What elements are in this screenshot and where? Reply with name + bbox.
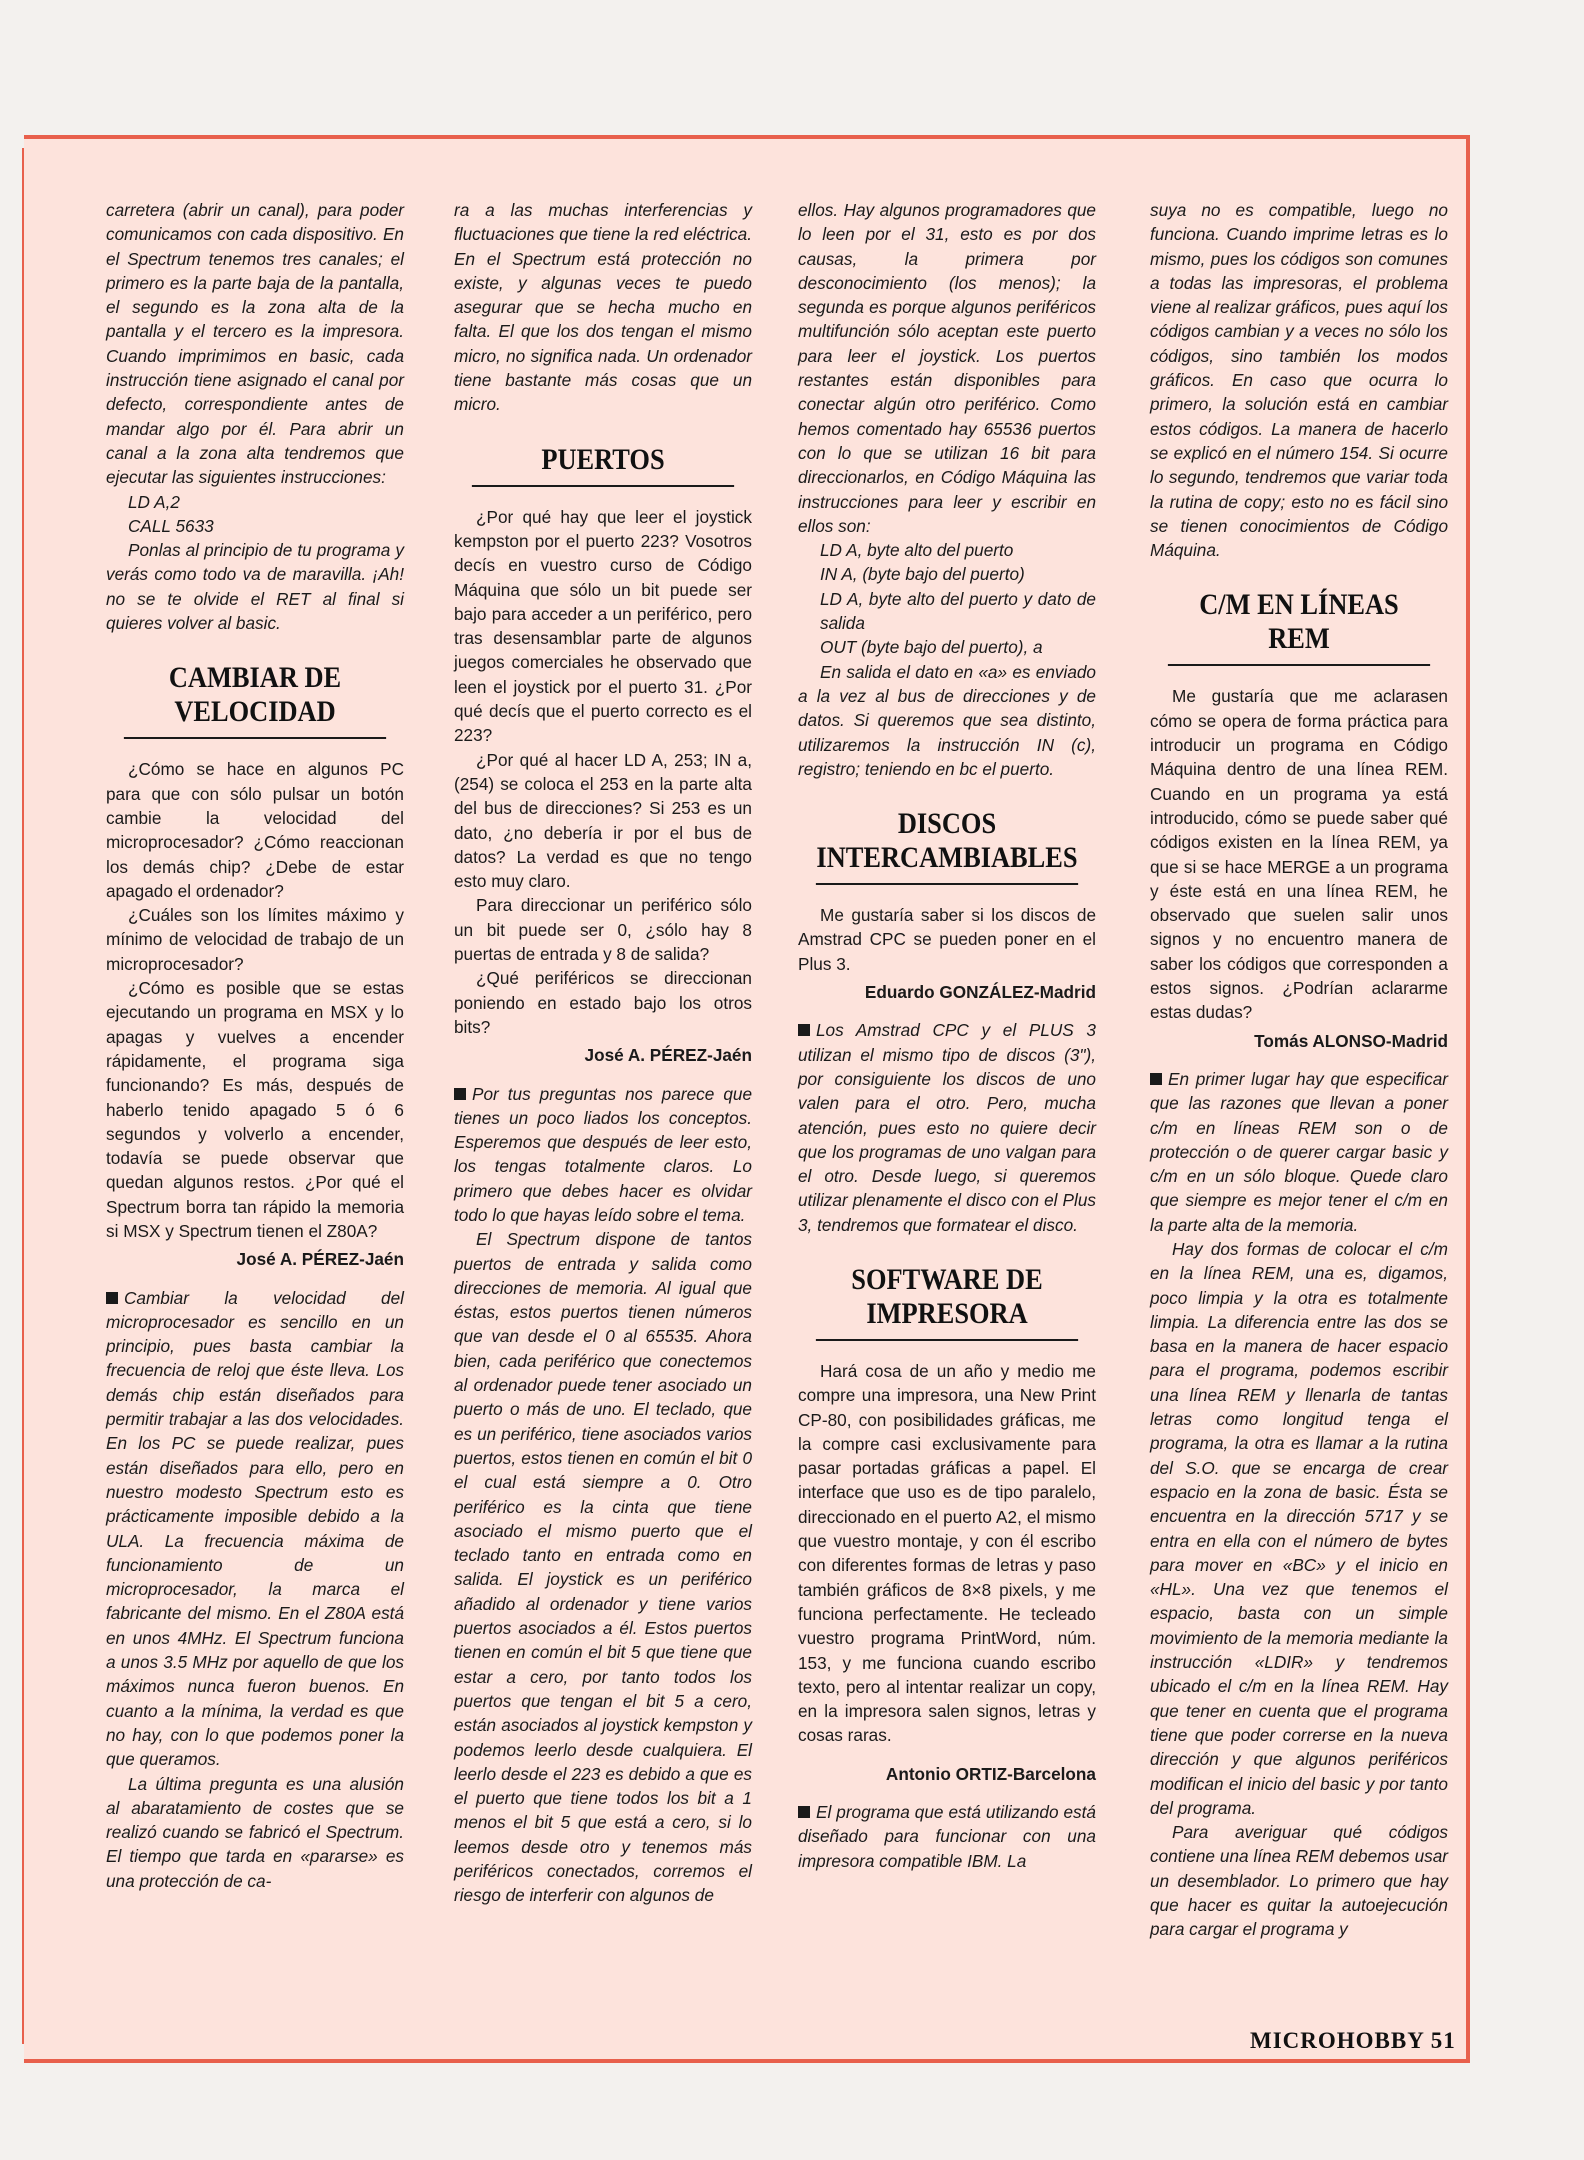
section-heading-discos-intercambiables: DISCOS INTERCAMBIABLES [816, 807, 1078, 885]
letter-text: ¿Por qué al hacer LD A, 253; IN a,(254) se coloca el 253 en la parte alta del bus de direcciones? Si 253 es un dato, ¿no debería ir por el bus de datos? La verdad es que no tengo esto muy claro. [454, 749, 752, 892]
answer-text: El Spectrum dispone de tantos puertos de entrada y salida como direcciones de memoria. Al igual que éstas, estos puertos tienen números que van desde el 0 al 65535. Ahora bien, cada periférico que conectemos al ordenador puede tener asociado un puerto o más de uno. El teclado, que es un periférico, tiene asociados varios puertos, estos tienen en común el bit 0 el cual está siempre a 0. Otro periférico es la cinta que tiene asociado el mismo puerto que el teclado tanto en entrada como en salida. El joystick es un periférico añadido al ordenador y tiene varios puertos asociados a él. Estos puertos tienen en común el bit 5 que tiene que estar a cero, por tanto todos los puertos que tengan el bit 5 a cero, están asociados al joystick kempston y podemos leerlo desde cualquiera. El leerlo desde el 223 es debido a que es el puerto que tiene todos los bit a 1 menos el bit 5 que está a cero, si lo leemos desde otro y tenemos más periféricos conectados, corremos el riesgo de interferir con algunos de [454, 1229, 752, 1906]
code-line: LD A, byte alto del puerto y dato de salida [820, 588, 1096, 634]
section-heading-puertos: PUERTOS [472, 443, 734, 487]
letter-text: ¿Por qué hay que leer el joystick kempston por el puerto 223? Vosotros decís en vuestro curso de Código Máquina que sólo un bit puede ser bajo para acceder a un periférico, pero tras desensamblar parte de algunos juegos comerciales he observado que leen el joystick por el puerto 31. ¿Por qué decís que el puerto correcto es el 223? [454, 506, 752, 746]
answer-text: ellos. Hay algunos programadores que lo leen por el 31, esto es por dos causas, la primera por desconocimiento (los menos); la segunda es porque algunos periféricos multifunción sólo aceptan este puerto para leer el joystick. Los puertos restantes están disponibles para conectar algún otro periférico. Como hemos comentado hay 65536 puertos con lo que se utilizan 16 bit para direccionarlos, en Código Máquina las instrucciones para leer y escribir en ellos son: [798, 200, 1096, 536]
letter-text: Me gustaría saber si los discos de Amstrad CPC se pueden poner en el Plus 3. [798, 905, 1096, 974]
answer-text: La última pregunta es una alusión al abaratamiento de costes que se realizó cuando se fabricó el Spectrum. El tiempo que tarda en «pararse» es una protección de ca- [106, 1773, 404, 1891]
column-3 [798, 198, 1096, 1873]
letter-signature: Eduardo GONZÁLEZ-Madrid [864, 982, 1096, 1003]
column-2 [454, 198, 752, 1908]
answer-square-icon [1150, 1073, 1162, 1085]
answer-text: carretera (abrir un canal), para poder comunicamos con cada dispositivo. En el Spectrum tenemos tres canales; el primero es la parte baja de la pantalla, el segundo es la zona alta de la pantalla y el tercero es la impresora. Cuando imprimimos en basic, cada instrucción tiene asignado el canal por defecto, correspondiente antes de mandar algo por él. Para abrir un canal a la zona alta tendremos que ejecutar las siguientes instrucciones: [106, 200, 404, 488]
answer-text: Hay dos formas de colocar el c/m en la línea REM, una es, digamos, poco limpia y la otra es totalmente limpia. La diferencia entre las dos se basa en la manera de hacer espacio para el programa, podemos escribir una línea REM y llenarla de tantas letras como longitud tenga el programa, la otra es llamar a la rutina del S.O. que se encarga de crear espacio en la zona de basic. Ésta se encuentra en la dirección 5717 y se entra en ella con el número de bytes para mover en «BC» y el inicio en «HL». Una vez que tenemos el espacio, basta con un simple movimiento de la memoria mediante la instrucción «LDIR» y tendremos ubicado el c/m en la línea REM. Hay que tener en cuenta que el programa tiene que poder correrse en la nueva dirección y que algunos periféricos modifican el inicio del basic y por tanto del programa. [1150, 1238, 1448, 1818]
letter-text: ¿Cómo se hace en algunos PC para que con sólo pulsar un botón cambie la velocidad del microprocesador? ¿Cómo reaccionan los demás chip? ¿Debe de estar apagado el ordenador? [106, 759, 404, 901]
answer-text: Por tus preguntas nos parece que tienes un poco liados los conceptos. Esperemos que después de leer esto, los tengas totalmente claros. Lo primero que debes hacer es olvidar todo lo que hayas leído sobre el tema. [454, 1083, 752, 1225]
answer-square-icon [798, 1806, 810, 1818]
code-line: CALL 5633 [128, 515, 214, 536]
answer-text: Para averiguar qué códigos contiene una línea REM debemos usar un desemblador. Lo primero que hay que hacer es quitar la autoejecución para cargar el programa y [1150, 1822, 1448, 1940]
letter-text: Me gustaría que me aclarasen cómo se opera de forma práctica para introducir un programa en Código Máquina dentro de una línea REM. Cuando en un programa ya está introducido, cómo se puede saber qué códigos existen en la línea REM, ya que si se hace MERGE a un programa y éste está en una línea REM, he observado que suelen salir unos signos y no encuentro manera de saber los códigos que corresponden a estos signos. ¿Podrían aclararme estas dudas? [1150, 686, 1448, 1023]
answer-square-icon [454, 1088, 466, 1100]
answer-text: En primer lugar hay que especificar que las razones que llevan a poner c/m en líneas REM son o de protección o de querer cargar basic y c/m en un sólo bloque. Quede claro que siempre es mejor tener el c/m en la parte alta de la memoria. [1150, 1068, 1448, 1235]
section-heading-cambiar-de-velocidad: CAMBIAR DE VELOCIDAD [124, 661, 386, 739]
letter-text: Hará cosa de un año y medio me compre una impresora, una New Print CP-80, con posibilidades gráficas, me la compre casi exclusivamente para pasar portadas gráficas a papel. El interface que uso es de tipo paralelo, direccionado en el puerto A2, el mismo que vuestro montaje, y con él escribo con diferentes formas de letras y paso también gráficos de 8×8 pixels, y me funciona perfectamente. He tecleado vuestro programa PrintWord, núm. 153, y me funciona cuando escribo texto, pero al intentar realizar un copy, en la impresora salen signos, letras y cosas raras. [798, 1360, 1096, 1746]
letter-text: ¿Cuáles son los límites máximo y mínimo de velocidad de trabajo de un microprocesador? [106, 905, 404, 974]
left-margin-rule [0, 148, 26, 2044]
code-line: OUT (byte bajo del puerto), a [820, 637, 1043, 658]
answer-text: En salida el dato en «a» es enviado a la vez al bus de direcciones y de datos. Si queremos que sea distinto, utilizaremos la instrucción IN (c), registro; teniendo en bc el puerto. [798, 661, 1096, 779]
code-line: LD A, byte alto del puerto [820, 540, 1014, 561]
answer-text: Los Amstrad CPC y el PLUS 3 utilizan el mismo tipo de discos (3"), por consiguiente los discos de uno valen para el otro. Pero, mucha atención, pues esto no quiere decir que los programas de uno valgan para el otro. Desde luego, si queremos utilizar plenamente el disco con el Plus 3, tendremos que formatear el disco. [798, 1020, 1096, 1235]
page-folio: MICROHOBBY 51 [1250, 2028, 1456, 2053]
letter-signature: José A. PÉREZ-Jaén [584, 1045, 752, 1066]
answer-text: El programa que está utilizando está diseñado para funcionar con una impresora compatible IBM. La [798, 1802, 1096, 1871]
letter-text: Para direccionar un periférico sólo un bit puede ser 0, ¿sólo hay 8 puertas de entrada y 8 de salida? [454, 895, 752, 965]
answer-text: suya no es compatible, luego no funciona. Cuando imprime letras es lo mismo, pues los códigos son comunes a todas las impresoras, el problema viene al realizar gráficos, pues aquí los códigos cambian y a veces no sólo los códigos, sino también los modos gráficos. En caso que ocurra lo primero, la solución está en cambiar estos códigos. La manera de hacerlo se explicó en el número 154. Si ocurre lo segundo, tendremos que variar toda la rutina de copy; esto no es fácil sino se tienen conocimientos de Código Máquina. [1150, 200, 1448, 561]
column-4 [1150, 198, 1448, 1942]
answer-text: Cambiar la velocidad del microprocesador es sencillo en un principio, pues basta cambiar la frecuencia de reloj que éste lleva. Los demás chip están diseñados para permitir trabajar a las dos velocidades. En los PC se puede realizar, pues están diseñados para ello, pero en nuestro modesto Spectrum esto es prácticamente imposible debido a la ULA. La frecuencia máxima de funcionamiento de un microprocesador, la marca el fabricante del mismo. En el Z80A está en unos 4MHz. El Spectrum funciona a unos 3.5 MHz por aquello de que los máximos nunca fueron buenos. En cuanto a la mínima, la verdad es que no hay, con lo que podemos poner la que queramos. [106, 1287, 404, 1770]
section-heading-software-de-impresora: SOFTWARE DE IMPRESORA [816, 1263, 1078, 1341]
column-1 [106, 198, 404, 1893]
answer-square-icon [798, 1024, 810, 1036]
answer-text: Ponlas al principio de tu programa y verás como todo va de maravilla. ¡Ah! no se te olvide el RET al final si quieres volver al basic. [106, 540, 404, 634]
letter-text: ¿Cómo es posible que se estas ejecutando un programa en MSX y lo apagas y vuelves a encender rápidamente, el programa siga funcionando? Es más, después de haberlo tenido apagado 5 ó 6 segundos y volverlo a encender, todavía se puede observar que quedan algunos restos. ¿Por qué el Spectrum borra tan rápido la memoria si MSX y Spectrum tienen el Z80A? [106, 978, 404, 1241]
letter-signature: Antonio ORTIZ-Barcelona [885, 1763, 1096, 1784]
letter-signature: Tomás ALONSO-Madrid [1254, 1030, 1448, 1051]
code-line: LD A,2 [128, 491, 180, 512]
section-heading-cm-en-lineas-rem: C/M EN LÍNEAS REM [1168, 588, 1430, 666]
letter-text: ¿Qué periféricos se direccionan poniendo en estado bajo los otros bits? [454, 968, 752, 1037]
answer-square-icon [106, 1292, 118, 1304]
answer-text: ra a las muchas interferencias y fluctuaciones que tiene la red eléctrica. En el Spectrum está protección no existe, y algunas veces te puedo asegurar que se hecha mucho en falta. El que los dos tengan el mismo micro, no significa nada. Un ordenador tiene bastante más cosas que un micro. [454, 200, 752, 415]
code-line: IN A, (byte bajo del puerto) [820, 564, 1025, 585]
letter-signature: José A. PÉREZ-Jaén [236, 1249, 404, 1270]
